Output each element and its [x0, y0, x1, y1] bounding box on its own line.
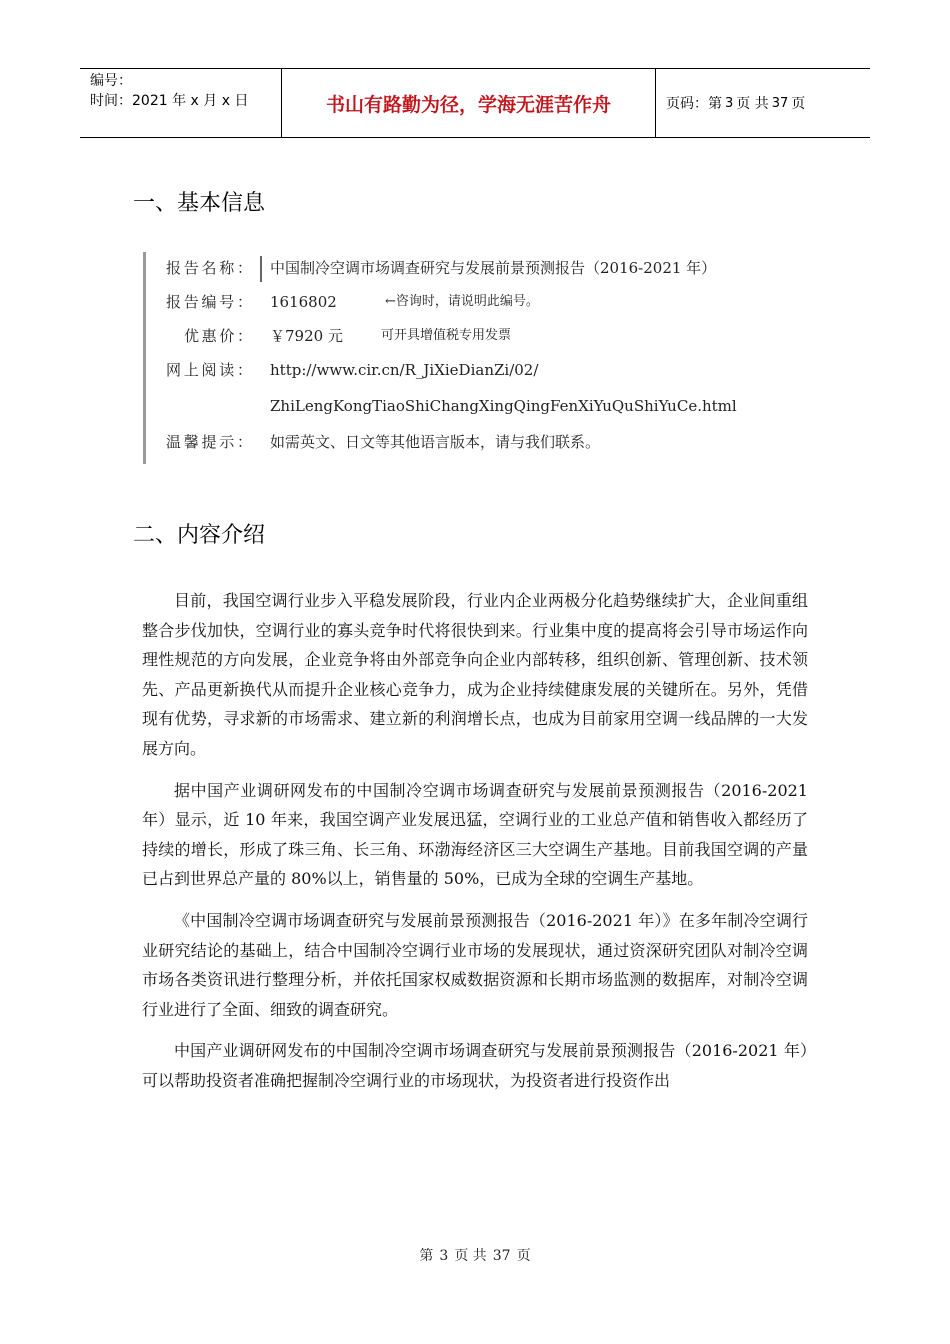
report-code-value: 1616802 — [270, 293, 337, 311]
online-reading-url-line2[interactable]: ZhiLengKongTiaoShiChangXingQingFenXiYuQuShiYuCe.html — [270, 397, 737, 415]
info-row-report-code — [146, 286, 836, 318]
page-current: 3 — [725, 95, 734, 111]
report-code-label: 报告编号： — [166, 293, 252, 311]
footer-page-current: 3 — [439, 1248, 449, 1264]
paragraph: 中国产业调研网发布的中国制冷空调市场调查研究与发展前景预测报告（2016-2021 年）可以帮助投资者准确把握制冷空调行业的市场现状，为投资者进行投资作出 — [142, 1041, 808, 1090]
info-row-report-name — [146, 252, 836, 284]
tip-label: 温馨提示： — [166, 433, 252, 451]
header-meta — [80, 69, 282, 137]
paragraph: 据中国产业调研网发布的中国制冷空调市场调查研究与发展前景预测报告（2016-2021 年）显示，近 10 年来，我国空调产业发展迅猛，空调行业的工业总产值和销售收入都经历了持续的增长，形成了珠三角、长三角、环渤海经济区三大空调生产基地。目前我国空调的产量已占到世界总产量的 80%以上，销售量的 50%，已成为全球的空调生产基地。 — [142, 780, 808, 889]
price-label: 优惠价： — [184, 327, 252, 345]
footer-mid: 页 共 — [454, 1248, 487, 1264]
header-motto: 书山有路勤为径，学海无涯苦作舟 — [282, 69, 656, 137]
online-reading-label: 网上阅读： — [166, 361, 252, 379]
price-value: ￥7920 元 — [270, 327, 343, 345]
section-title-basic-info: 一、基本信息 — [133, 191, 266, 216]
footer-page-total: 37 — [492, 1248, 511, 1264]
page-label-mid: 页 共 — [736, 96, 769, 112]
report-name-value: 中国制冷空调市场调查研究与发展前景预测报告（2016-2021 年） — [270, 259, 717, 277]
paragraph: 目前，我国空调行业步入平稳发展阶段，行业内企业两极分化趋势继续扩大，企业间重组整合步伐加快，空调行业的寡头竞争时代将很快到来。行业集中度的提高将会引导市场运作向理性规范的方向发展，企业竞争将由外部竞争向企业内部转移，组织创新、管理创新、技术领先、产品更新换代从而提升企业核心竞争力，成为企业持续健康发展的关键所在。另外，凭借现有优势，寻求新的市场需求、建立新的利润增长点，也成为目前家用空调一线品牌的一大发展方向。 — [142, 591, 808, 758]
basic-info-block — [143, 252, 836, 464]
paragraph: 《中国制冷空调市场调查研究与发展前景预测报告（2016-2021 年）》在多年制冷空调行业研究结论的基础上，结合中国制冷空调行业市场的发展现状，通过资深研究团队对制冷空调市场各类资讯进行整理分析，并依托国家权威数据资源和长期市场监测的数据库，对制冷空调行业进行了全面、细致的调查研究。 — [142, 910, 808, 1019]
page-label-suffix: 页 — [791, 96, 806, 112]
footer-prefix: 第 — [419, 1248, 434, 1264]
header-page-counter — [656, 69, 870, 137]
page-footer — [0, 1245, 950, 1265]
info-row-price — [146, 320, 836, 352]
info-row-tip — [146, 426, 836, 458]
value-divider — [260, 256, 262, 282]
tip-value: 如需英文、日文等其他语言版本，请与我们联系。 — [270, 433, 601, 451]
document-number-label: 编号： — [90, 73, 132, 89]
content-body — [142, 586, 808, 1108]
document-time-label: 时间：2021 年 x 月 x 日 — [90, 93, 249, 109]
footer-suffix: 页 — [516, 1248, 531, 1264]
report-name-label: 报告名称： — [166, 259, 252, 277]
page-label-prefix: 页码：第 — [666, 96, 722, 112]
price-note: 可开具增值税专用发票 — [381, 328, 512, 343]
info-row-online-reading — [146, 354, 836, 386]
report-code-note: ←咨询时，请说明此编号。 — [385, 294, 539, 309]
section-title-content-intro: 二、内容介绍 — [133, 523, 266, 548]
info-row-online-reading-cont — [146, 390, 836, 422]
page-total: 37 — [771, 95, 789, 111]
online-reading-url-line1[interactable]: http://www.cir.cn/R_JiXieDianZi/02/ — [270, 361, 539, 379]
page-header — [80, 68, 870, 138]
